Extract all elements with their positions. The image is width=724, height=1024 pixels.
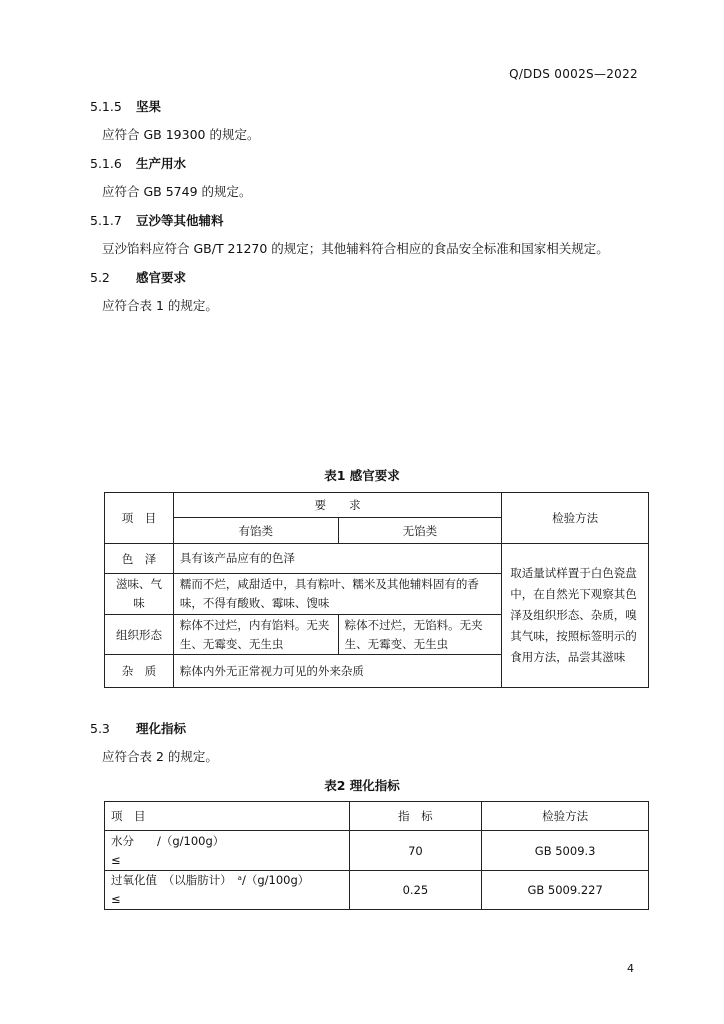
t2-row-moisture-item: 水分 /（g/100g） ≤ xyxy=(105,831,350,871)
t1-row-texture-filled: 粽体不过烂，内有馅料。无夹生、无霉变、无生虫 xyxy=(173,615,338,655)
section-5-2-heading: 5.2 感官要求 xyxy=(90,270,187,285)
table2-caption: 表2 理化指标 xyxy=(324,778,400,793)
section-5-1-7-body: 豆沙馅料应符合 GB/T 21270 的规定；其他辅料符合相应的食品安全标准和国家相关规定。 xyxy=(102,241,609,256)
t1-header-requirements: 要 求 xyxy=(173,493,501,518)
sensory-requirements-table xyxy=(104,492,649,688)
t2-header-item: 项 目 xyxy=(105,802,350,831)
t1-row-taste-item: 滋味、气味 xyxy=(105,574,174,615)
t2-row-moisture-value: 70 xyxy=(349,831,482,871)
t2-row-peroxide-value: 0.25 xyxy=(349,871,482,910)
t2-row-peroxide-item: 过氧化值 （以脂肪计） ᵃ/（g/100g） ≤ xyxy=(105,871,350,910)
t1-row-taste-req: 糯而不烂，咸甜适中，具有粽叶、糯米及其他辅料固有的香味，不得有酸败、霉味、馊味 xyxy=(173,574,501,615)
t2-header-index: 指 标 xyxy=(349,802,482,831)
section-5-2-body: 应符合表 1 的规定。 xyxy=(102,298,218,313)
t1-header-filled: 有馅类 xyxy=(173,518,338,544)
section-5-1-7-heading: 5.1.7 豆沙等其他辅料 xyxy=(90,213,224,228)
section-5-1-5-body: 应符合 GB 19300 的规定。 xyxy=(102,127,260,142)
t2-header-method: 检验方法 xyxy=(482,802,649,831)
table1-caption: 表1 感官要求 xyxy=(324,468,400,483)
t1-row-impurity-req: 粽体内外无正常视力可见的外来杂质 xyxy=(173,655,501,688)
t2-row-moisture-method: GB 5009.3 xyxy=(482,831,649,871)
section-5-1-5-heading: 5.1.5 坚果 xyxy=(90,99,162,114)
section-5-1-6-body: 应符合 GB 5749 的规定。 xyxy=(102,184,252,199)
document-number: Q/DDS 0002S—2022 xyxy=(509,67,638,81)
section-5-3-heading: 5.3 理化指标 xyxy=(90,721,187,736)
t1-row-texture-item: 组织形态 xyxy=(105,615,174,655)
section-5-1-6-heading: 5.1.6 生产用水 xyxy=(90,156,187,171)
t1-row-texture-unfilled: 粽体不过烂，无馅料。无夹生、无霉变、无生虫 xyxy=(338,615,502,655)
t1-method-cell: 取适量试样置于白色瓷盘中，在自然光下观察其色泽及组织形态、杂质，嗅其气味，按照标签明示的食用方法，品尝其滋味 xyxy=(502,544,649,688)
t1-row-color-item: 色 泽 xyxy=(105,544,174,574)
t2-row-peroxide-method: GB 5009.227 xyxy=(482,871,649,910)
t1-row-impurity-item: 杂 质 xyxy=(105,655,174,688)
t1-header-method: 检验方法 xyxy=(502,493,649,544)
page-number: 4 xyxy=(627,962,634,975)
t1-header-item: 项 目 xyxy=(105,493,174,544)
t1-header-unfilled: 无馅类 xyxy=(338,518,502,544)
section-5-3-body: 应符合表 2 的规定。 xyxy=(102,749,218,764)
t1-row-color-req: 具有该产品应有的色泽 xyxy=(173,544,501,574)
physicochemical-table xyxy=(104,801,649,910)
